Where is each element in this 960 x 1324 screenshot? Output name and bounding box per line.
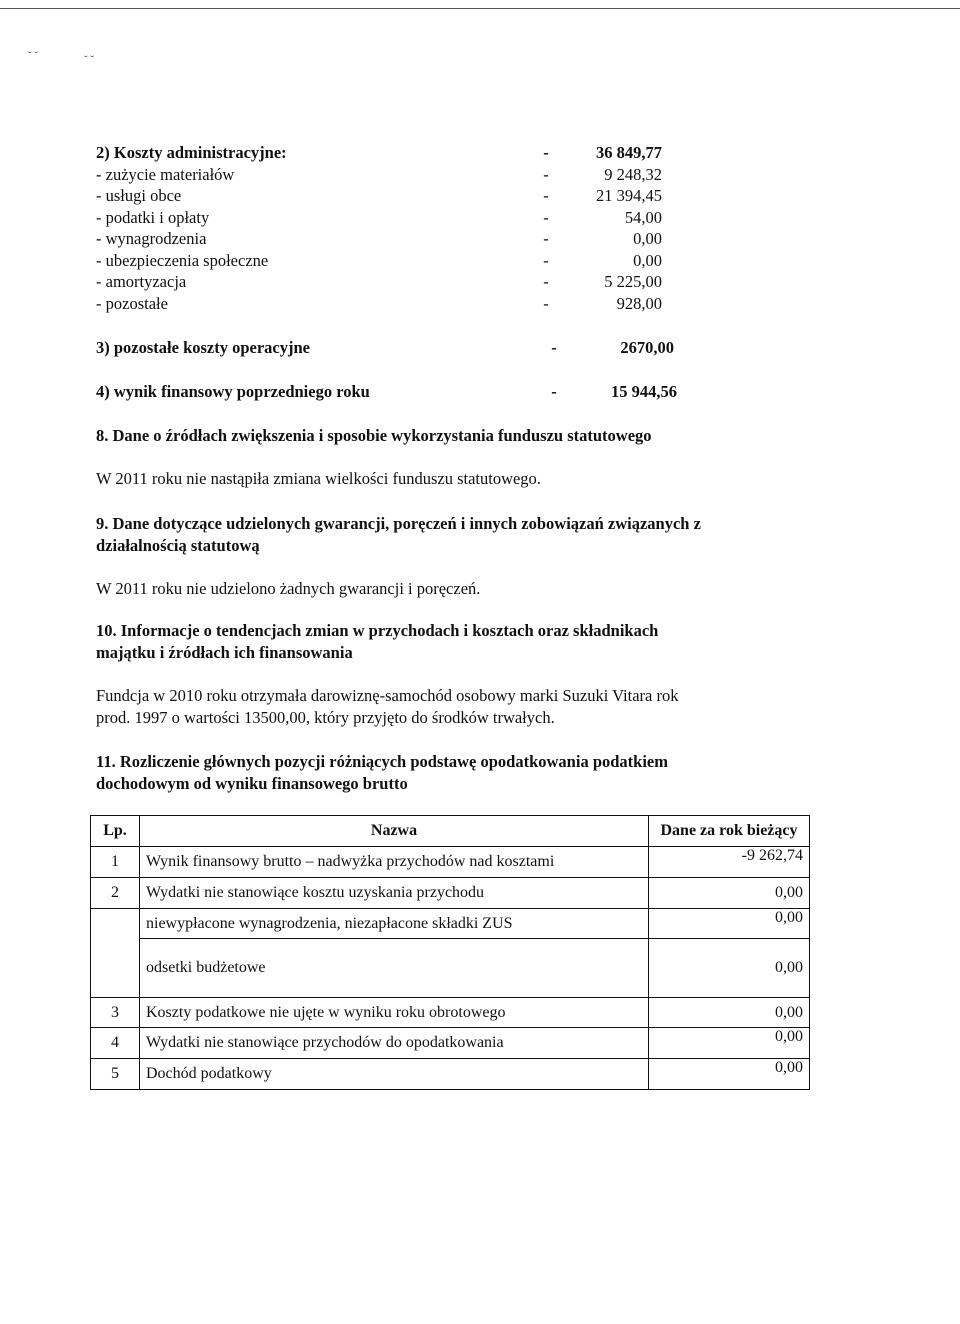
other-costs-dash: - <box>551 338 557 357</box>
section10-heading-line1: 10. Informacje o tendencjach zmian w przychodach i kosztach oraz składnikach <box>96 621 659 640</box>
cost-item-value: 21 394,45 <box>596 186 662 205</box>
row-name: Dochód podatkowy <box>140 1059 649 1090</box>
row-value: 0,00 <box>649 1028 810 1059</box>
cost-item-value: 0,00 <box>633 229 662 248</box>
table-row <box>91 878 810 909</box>
table-row <box>91 998 810 1028</box>
scan-border-line <box>0 8 960 9</box>
row-value: 0,00 <box>649 1059 810 1090</box>
tax-reconciliation-table <box>90 815 810 1090</box>
row-value: -9 262,74 <box>649 847 810 878</box>
cost-item-dash: - <box>543 208 549 227</box>
row-lp: 3 <box>91 998 140 1028</box>
cost-item-label: - podatki i opłaty <box>96 208 210 227</box>
cost-item-value: 0,00 <box>633 251 662 270</box>
cost-item-value: 5 225,00 <box>604 272 662 291</box>
costs-total-value: 36 849,77 <box>596 143 662 162</box>
cost-item-value: 928,00 <box>616 294 662 313</box>
cost-item-value: 9 248,32 <box>604 165 662 184</box>
section9-heading-line1: 9. Dane dotyczące udzielonych gwarancji, poręczeń i innych zobowiązań związanych z <box>96 514 701 533</box>
header-value: Dane za rok bieżący <box>649 816 810 847</box>
table-row <box>91 909 810 939</box>
other-costs-value: 2670,00 <box>620 338 674 357</box>
table-row <box>91 1028 810 1059</box>
table-row <box>91 939 810 998</box>
costs-title: 2) Koszty administracyjne: <box>96 143 287 162</box>
row-lp <box>91 939 140 998</box>
cost-item-dash: - <box>543 229 549 248</box>
row-value: 0,00 <box>649 939 810 998</box>
scan-speck: ˘ ˇ <box>84 54 95 66</box>
cost-item-dash: - <box>543 251 549 270</box>
row-lp: 4 <box>91 1028 140 1059</box>
row-lp: 1 <box>91 847 140 878</box>
section10-text-line1: Fundcja w 2010 roku otrzymała darowiznę-samochód osobowy marki Suzuki Vitara rok <box>96 686 679 705</box>
cost-item-value: 54,00 <box>624 208 662 227</box>
cost-item-dash: - <box>543 272 549 291</box>
section9-text: W 2011 roku nie udzielono żadnych gwarancji i poręczeń. <box>96 579 481 598</box>
prev-result-label: 4) wynik finansowy poprzedniego roku <box>96 382 370 401</box>
cost-item-dash: - <box>543 186 549 205</box>
section10-heading-line2: majątku i źródłach ich finansowania <box>96 643 353 662</box>
section8-text: W 2011 roku nie nastąpiła zmiana wielkości funduszu statutowego. <box>96 469 541 488</box>
cost-item-label: - zużycie materiałów <box>96 165 235 184</box>
table-row <box>91 847 810 878</box>
row-name: Wydatki nie stanowiące kosztu uzyskania przychodu <box>140 878 649 909</box>
cost-item-label: - amortyzacja <box>96 272 187 291</box>
table-header-row <box>91 816 810 847</box>
section11-heading-line2: dochodowym od wyniku finansowego brutto <box>96 774 408 793</box>
row-name: Koszty podatkowe nie ujęte w wyniku roku obrotowego <box>140 998 649 1028</box>
section9-heading-line2: działalnością statutową <box>96 536 260 555</box>
section8-heading: 8. Dane o źródłach zwiększenia i sposobie wykorzystania funduszu statutowego <box>96 426 652 445</box>
row-lp <box>91 909 140 939</box>
row-name: Wynik finansowy brutto – nadwyżka przychodów nad kosztami <box>140 847 649 878</box>
row-lp: 2 <box>91 878 140 909</box>
cost-item-dash: - <box>543 165 549 184</box>
row-name: niewypłacone wynagrodzenia, niezapłacone składki ZUS <box>140 909 649 939</box>
cost-item-label: - usługi obce <box>96 186 182 205</box>
cost-item-label: - pozostałe <box>96 294 168 313</box>
costs-total-dash: - <box>543 143 549 162</box>
row-lp: 5 <box>91 1059 140 1090</box>
other-costs-label: 3) pozostałe koszty operacyjne <box>96 338 311 357</box>
prev-result-value: 15 944,56 <box>611 382 677 401</box>
cost-item-label: - ubezpieczenia społeczne <box>96 251 269 270</box>
row-name: Wydatki nie stanowiące przychodów do opodatkowania <box>140 1028 649 1059</box>
section11-heading-line1: 11. Rozliczenie głównych pozycji różniących podstawę opodatkowania podatkiem <box>96 752 668 771</box>
header-name: Nazwa <box>140 816 649 847</box>
header-lp: Lp. <box>91 816 140 847</box>
cost-item-label: - wynagrodzenia <box>96 229 207 248</box>
row-value: 0,00 <box>649 878 810 909</box>
section10-text-line2: prod. 1997 o wartości 13500,00, który przyjęto do środków trwałych. <box>96 708 555 727</box>
row-value: 0,00 <box>649 909 810 939</box>
row-value: 0,00 <box>649 998 810 1028</box>
table-row <box>91 1059 810 1090</box>
row-name: odsetki budżetowe <box>140 939 649 998</box>
cost-item-dash: - <box>543 294 549 313</box>
prev-result-dash: - <box>551 382 557 401</box>
scan-speck: ˘ ˘ <box>28 50 39 62</box>
